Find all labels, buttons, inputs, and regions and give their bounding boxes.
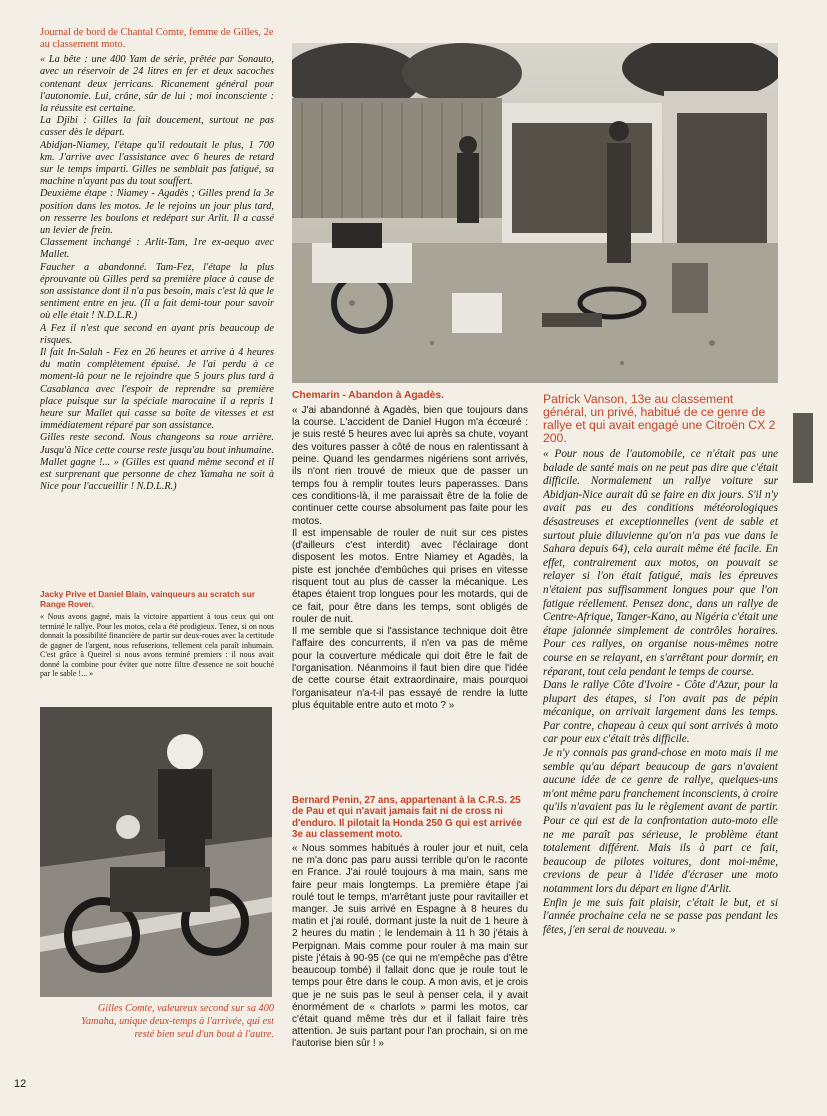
paragraph: Deuxième étape : Niamey - Agadès ; Gilles prend la 3e position dans les motos. Je le rejoins un jour plus tard, on resserre les boulons et redépart sur Arlit. Il a cassé un levier de frein. — [40, 188, 274, 236]
heading-vanson: Patrick Vanson, 13e au classement général, un privé, habitué de ce genre de rallye et qui avait engagé une Citroën CX 2 200. — [543, 393, 776, 445]
paragraph: Il est impensable de rouler de nuit sur ces pistes (d'ailleurs c'est interdit) avec l'éclairage dont disposent les motos. Entre Niamey et Agadès, la piste est jonchée d'embûches qui prises en vitesse risquent tout au plus de casser la mécanique. Les étapes étaient trop longues pour les motards, qui de ce fait, pour être dans les temps, sont obligés de rouler de nuit. — [292, 527, 528, 625]
paragraph: « Pour nous de l'automobile, ce n'était pas une balade de santé mais on ne peut pas dire que c'était difficile. Normalement un rallye voiture sur Abidjan-Nice aurait dû se faire en dix jours. S'il n'y avait pas eu des conditions météorologiques désastreuses et exceptionnelles (vent de sable et surtout pluie diluvienne qu'on n'a pas vue dans le Sahara depuis 64), cela aurait même été facile. En effet, contrairement aux motos, on pouvait se relayer si l'on était fatigué, mais les épreuves n'étaient pas suffisamment longues pour que l'on fatigue réellement. Pensez donc, dans un rallye de Centre-Afrique, Tanger-Kano, au Nigéria c'était une étape jalonnée simplement de contrôles horaires. Pour ces rallyes, on organise nous-mêmes notre course en se relayant, en s'arrêtant pour dormir, en réparant, tout cela pendant le temps de course. — [543, 448, 778, 678]
article-patrick-vanson — [543, 393, 778, 1093]
paragraph: Faucher a abandonné. Tam-Fez, l'étape la plus éprouvante où Gilles perd sa première place à cause de son assistance dont il n'a pas besoin, mais c'est là que le sentiment entre en jeu. (Il a fait demi-tour pour savoir où elle était ! N.D.L.R.) — [40, 261, 274, 322]
rider-illustration — [40, 707, 272, 997]
page-number: 12 — [14, 1078, 27, 1090]
article-chantal-comte — [40, 27, 274, 687]
article-bernard-penin — [292, 795, 528, 1095]
body-chemarin — [292, 405, 528, 712]
heading-jacky: Jacky Prive et Daniel Blain, vainqueurs au scratch sur Range Rover. — [40, 590, 256, 609]
paragraph: « J'ai abandonné à Agadès, bien que toujours dans la course. L'accident de Daniel Hugon m'a écœuré : je suis resté 5 heures avec lui après sa chute, voyant des voitures passer à côté de nous en ralentissant à peine. Quand les gendarmes nigériens sont arrivés, ils n'ont rien trouvé de mieux que de passer un temps fou à remplir toutes leurs paperasses. Dans ces conditions-là, il me paraissait être de la folie de continuer cette course absolument pas faite pour les motos. — [292, 404, 528, 527]
heading-chemarin: Chemarin - Abandon à Agadès. — [292, 390, 444, 401]
paragraph: Je n'y connais pas grand-chose en moto mais il me semble qu'au départ beaucoup de gars n'avaient aucune idée de ce genre de rallye, quelques-uns m'ont même paru franchement inconscients, à croire qu'ils n'avaient pas lu le règlement avant de partir. Pour ce qui est de la confrontation auto-moto elle ne me paraît pas sérieuse, le problème étant totalement différent. Mais ils à part ce fait, beaucoup de pilotes voitures, dont moi-même, crevions de peur à l'idée d'écraser une moto notamment lors du départ en ligne d'Arlit. — [543, 747, 778, 895]
photo-gilles-comte — [40, 707, 272, 997]
article-chemarin — [292, 390, 528, 790]
paragraph: La Djibi : Gilles la fait doucement, surtout ne pas casser dès le départ. — [40, 115, 274, 139]
paragraph: Dans le rallye Côte d'Ivoire - Côte d'Azur, pour la plupart des étapes, si l'on avait pas de pépin mécanique, on arrivait largement dans les temps. Par contre, chapeau à ceux qui sont arrivés à moto car pour eux c'était très difficile. — [543, 679, 778, 746]
page-edge-strip — [793, 413, 813, 483]
body-chantal — [40, 54, 274, 493]
heading-chantal: Journal de bord de Chantal Comte, femme de Gilles, 2e au classement moto. — [40, 27, 274, 51]
caption-photo-gilles: Gilles Comte, valeureux second sur sa 400 Yamaha, unique deux-temps à l'arrivée, qui est resté bien seul d'un bout à l'autre. — [81, 1003, 274, 1040]
paragraph: Enfin je me suis fait plaisir, c'était le but, et si l'année prochaine cela ne se passe pas pendant les fêtes, j'en serai de nouveau. » — [543, 896, 778, 936]
bivouac-illustration — [292, 43, 778, 383]
paragraph: Il fait In-Salah - Fez en 26 heures et arrive à 4 heures du matin complètement épuisé. Je l'ai perdu à ce moment-là pour ne le rejoindre que 5 jours plus tard à Casablanca avec l'espoir de reprendre sa première place puisque sur la spéciale marocaine il a repris 1 heure sur Mallet qui casse sa boîte de vitesses et est immédiatement réparé par son assistance. — [40, 347, 274, 432]
paragraph: A Fez il n'est que second en ayant pris beaucoup de risques. — [40, 322, 274, 346]
article-jacky-prive — [40, 590, 274, 700]
paragraph: Gilles reste second. Nous changeons sa roue arrière. Jusqu'à Nice cette course reste jusqu'au bout inhumaine. — [40, 432, 274, 456]
body-penin: « Nous sommes habitués à rouler jour et nuit, cela ne m'a donc pas paru aussi terrible qu'on le raconte en France. J'ai roulé toujours à ma main, sans me faire peur mais longtemps. La première étape j'ai roulé tout le temps, m'arrêtant juste pour ravitailler et manger. Je suis arrivé en Espagne à 8 heures du matin et j'ai roulé, dormant juste la nuit de 1 heure à 2 heures du matin ; le lendemain à 11 h 30 j'étais à Perpignan. Mais comme pour rouler à ma main sur piste j'étais à 90-95 (ce qui ne m'empêche pas d'être beaucoup tombé) il fallait donc que je roule tout le temps pour être dans le coup. A mon avis, et je crois que je ne suis pas le seul à penser cela, il y avait énormément de « charlots » parmi les motos, car c'était quand même très dur et il fallait faire très attention. Je suis partant pour l'an prochain, si on me l'autorise bien sûr ! » — [292, 843, 528, 1050]
body-jacky: « Nous avons gagné, mais la victoire appartient à tous ceux qui ont terminé le rallye. Pour les motos, cela a été prodigieux. Tenez, si on nous donnait la possibilité financière de partir sur deux-roues avec la certitude de gagner de l'argent, nous refuserions, tellement cela paraît inhumain. C'est grâce à Queirel si nous avons terminé premiers : il nous avait donné la combine pour éviter que notre filtre d'essence ne soit bouché par le sable !... » — [40, 612, 274, 679]
paragraph: « La bête : une 400 Yam de série, prêtée par Sonauto, avec un réservoir de 24 litres en fer et deux sacoches contenant deux jerricans. Ricanement général pour l'autonomie. Lui, crâne, sûr de lui ; moi inconsciente : la réussite est certaine. — [40, 54, 274, 114]
heading-penin: Bernard Penin, 27 ans, appartenant à la C.R.S. 25 de Pau et qui n'avait jamais fait ni de cross ni d'enduro. Il pilotait la Honda 250 G qui est arrivée 3e au classement moto. — [292, 795, 522, 840]
body-vanson — [543, 448, 778, 937]
photo-bivouac — [292, 43, 778, 383]
paragraph: Classement inchangé : Arlit-Tam, 1re ex-aequo avec Mallet. — [40, 237, 274, 261]
paragraph: Mallet gagne !... » (Gilles est quand même second et il est surprenant que personne de chez Yamaha ne soit à Nice pour l'accueillir ! N.D.L.R.) — [40, 456, 274, 493]
paragraph: Abidjan-Niamey, l'étape qu'il redoutait le plus, 1 700 km. J'arrive avec l'assistance avec 6 heures de retard sur le temps imparti. Gilles ne semblait pas fatigué, sa machine n'ayant pas du tout souffert. — [40, 139, 274, 188]
paragraph: Il me semble que si l'assistance technique doit être l'affaire des concurrents, il n'en va pas de même pour la couverture médicale qui doit être le fait de l'organisation. Néanmoins il faut bien dire que l'idée de cette course était extraordinaire, mais pourquoi l'organisateur n'a-t-il pas essayé de rendre la lutte plus équitable entre auto et moto ? » — [292, 626, 528, 711]
